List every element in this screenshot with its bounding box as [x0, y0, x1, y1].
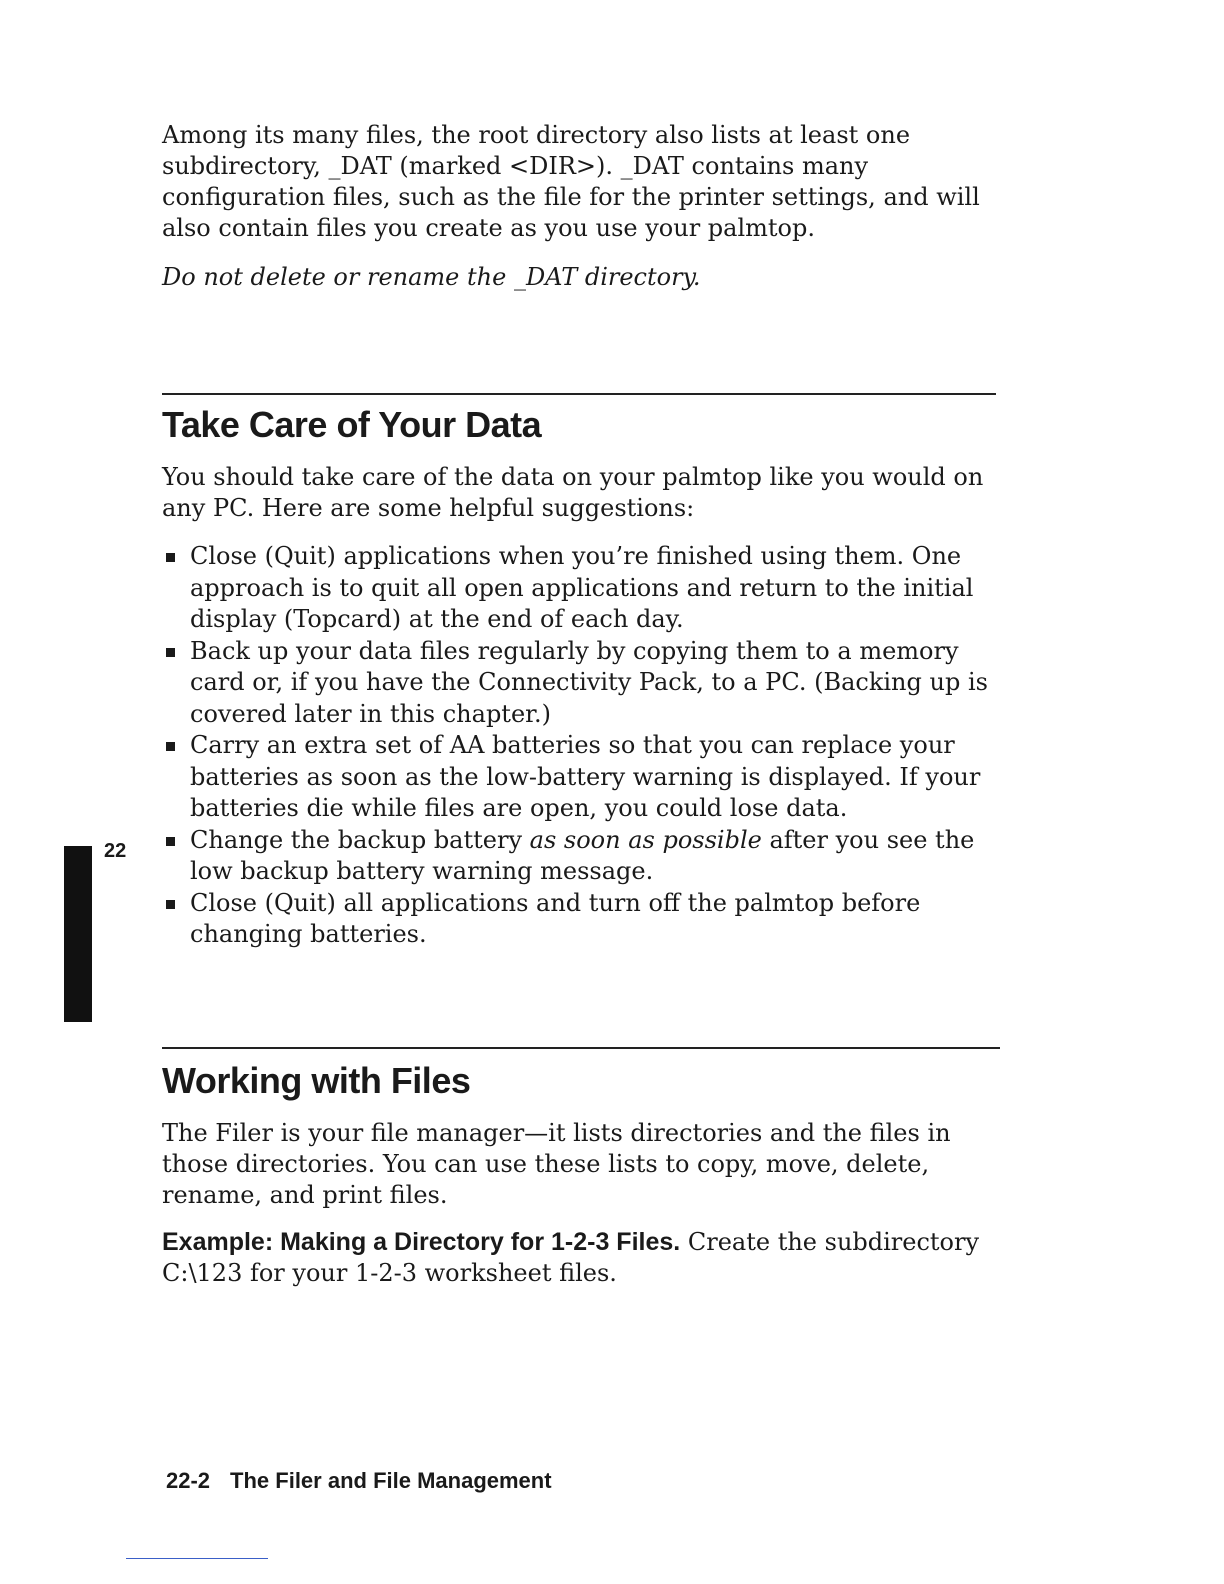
suggestion-item: Close (Quit) all applications and turn off the palmtop before changing batteries. — [162, 888, 1002, 951]
take-care-intro: You should take care of the data on your palmtop like you would on any PC. Here are some helpful suggestions: — [162, 463, 984, 522]
example-label: Example: Making a Directory for 1-2-3 Files. — [162, 1228, 681, 1256]
bullet-icon — [166, 837, 175, 846]
example-text: Create the subdirectory C:\123 for your 1-2-3 worksheet files. — [162, 1228, 980, 1287]
bullet-icon — [166, 900, 175, 909]
footer-chapter-title: The Filer and File Management — [230, 1468, 552, 1493]
page-number: 22-2 — [166, 1468, 211, 1493]
scan-artifact-line — [126, 1558, 268, 1559]
page-footer — [166, 1468, 552, 1494]
intro-paragraph: Among its many files, the root directory also lists at least one subdirectory, _DAT (marked <DIR>). _DAT contains many configuration files, such as the file for the printer settings, and will also contain files you create as you use your palmtop. — [162, 121, 980, 242]
section-rule — [162, 393, 996, 395]
bullet-icon — [166, 742, 175, 751]
section-heading-take-care: Take Care of Your Data — [162, 404, 542, 445]
bullet-icon — [166, 648, 175, 657]
suggestion-item: Close (Quit) applications when you’re finished using them. One approach is to quit all open applications and return to the initial display (Topcard) at the end of each day. — [162, 541, 1002, 636]
chapter-tab-marker — [64, 846, 92, 1022]
example-paragraph — [162, 1227, 1002, 1289]
suggestion-item: Back up your data files regularly by copying them to a memory card or, if you have the Connectivity Pack, to a PC. (Backing up is covered later in this chapter.) — [162, 636, 1002, 731]
working-files-paragraph: The Filer is your file manager—it lists directories and the files in those directories. You can use these lists to copy, move, delete, rename, and print files. — [162, 1119, 951, 1209]
chapter-tab-number: 22 — [104, 840, 127, 862]
emphasis-text: as soon as possible — [529, 825, 762, 854]
suggestion-list — [162, 541, 1002, 951]
section-rule — [162, 1047, 1000, 1049]
dat-warning: Do not delete or rename the _DAT directory. — [162, 263, 701, 291]
suggestion-item: Carry an extra set of AA batteries so that you can replace your batteries as soon as the low-battery warning is displayed. If your batteries die while files are open, you could lose data. — [162, 730, 1002, 825]
suggestion-item: Change the backup battery as soon as possible after you see the low backup battery warning message. — [162, 825, 1002, 888]
bullet-icon — [166, 553, 175, 562]
section-heading-working-files: Working with Files — [162, 1060, 471, 1101]
